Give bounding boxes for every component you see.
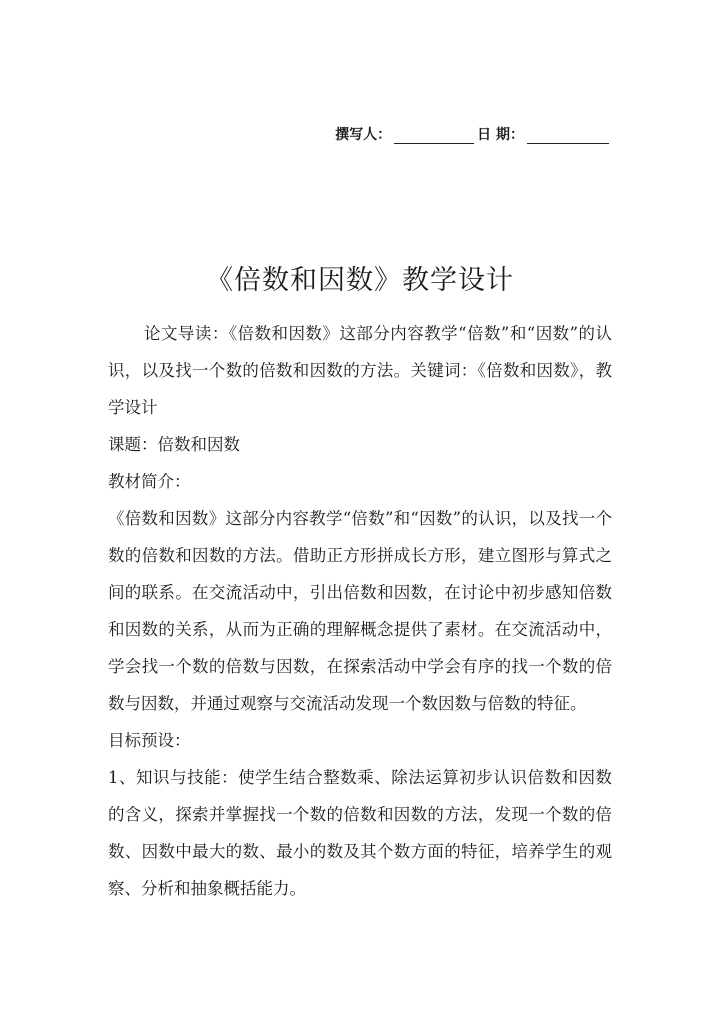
document-title: 《倍数和因数》教学设计	[206, 265, 514, 296]
date-blank	[527, 129, 609, 144]
main-body	[108, 426, 612, 907]
author-date-line	[335, 124, 612, 144]
abstract-block	[108, 315, 612, 426]
abstract-paragraph: 论文导读：《倍数和因数》这部分内容教学“倍数”和“因数”的认识，以及找一个数的倍数和因数的方法。关键词：《倍数和因数》，教学设计	[108, 324, 612, 417]
material-paragraph: 《倍数和因数》这部分内容教学“倍数”和“因数”的认识，以及找一个数的倍数和因数的方法。借助正方形拼成长方形，建立图形与算式之间的联系。在交流活动中，引出倍数和因数，在讨论中初步感知倍数和因数的关系，从而为正确的理解概念提供了素材。在交流活动中，学会找一个数的倍数与因数，在探索活动中学会有序的找一个数的倍数与因数，并通过观察与交流活动发现一个数因数与倍数的特征。	[108, 509, 612, 713]
goals-heading: 目标预设：	[108, 731, 191, 750]
material-heading: 教材简介：	[108, 472, 191, 491]
topic-line: 课题：倍数和因数	[108, 435, 240, 454]
author-label: 撰写人：	[335, 127, 392, 143]
date-label: 日 期：	[477, 127, 524, 143]
goal-1-paragraph: 1、知识与技能：使学生结合整数乘、除法运算初步认识倍数和因数的含义，探索并掌握找一个数的倍数和因数的方法，发现一个数的倍数、因数中最大的数、最小的数及其个数方面的特征，培养学生的观察、分析和抽象概括能力。	[108, 768, 612, 898]
author-blank	[394, 129, 474, 144]
